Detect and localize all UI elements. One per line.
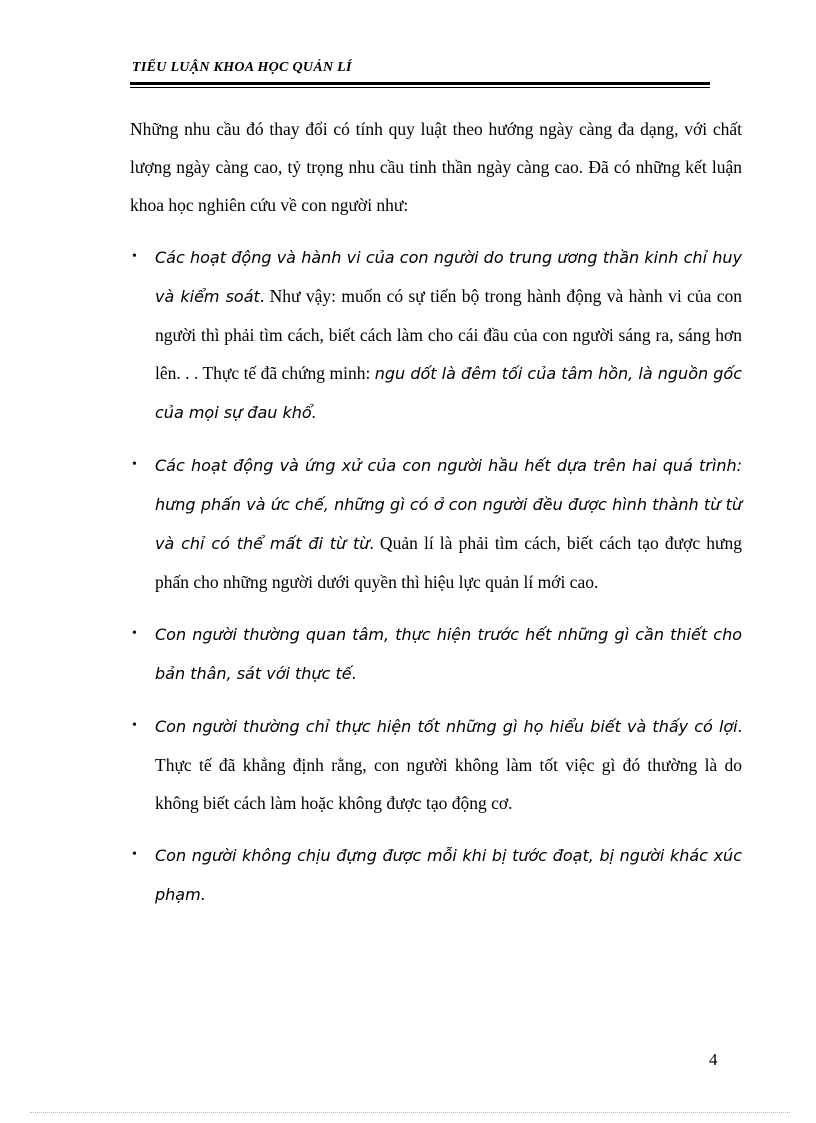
bullet-list: [130, 238, 742, 914]
header-rule-thin: [130, 87, 710, 88]
list-item: [130, 615, 742, 693]
header-rule-thick: [130, 82, 710, 85]
bullet-icon: •: [132, 249, 137, 264]
bullet-italic-text: Con người thường chỉ thực hiện tốt những gì họ hiểu biết và thấy có lợi: [155, 717, 738, 736]
page-bottom-dotted-border: [30, 1112, 790, 1113]
bullet-italic-text: Con người không chịu đựng được mỗi khi bị tước đoạt, bị người khác xúc phạm.: [155, 846, 742, 904]
list-item: [130, 707, 742, 822]
bullet-italic-text: Các hoạt động và ứng xử của con người hầu hết dựa trên hai quá trình: hưng phấn và ức chế, những gì có ở con người đều được hình thành từ từ và chỉ có thể mất đi từ từ: [155, 456, 742, 553]
bullet-italic-text: Con người thường quan tâm, thực hiện trước hết những gì cần thiết cho bản thân, sát với thực tế: [155, 625, 742, 683]
bullet-italic-text: Các hoạt động và hành vi của con người do trung ương thần kinh chỉ huy và kiểm soát: [155, 248, 742, 306]
page-number: 4: [709, 1050, 718, 1069]
bullet-normal-text: .: [351, 663, 356, 683]
bullet-icon: •: [132, 457, 137, 472]
bullet-normal-text: . Quản lí là phải tìm cách, biết cách tạo được hưng phấn cho những người dưới quyền thì hiệu lực quản lí mới cao.: [155, 533, 742, 592]
list-item: [130, 446, 742, 601]
list-item: [130, 238, 742, 432]
document-header-title: TIỂU LUẬN KHOA HỌC QUẢN LÍ: [132, 60, 352, 75]
bullet-icon: •: [132, 718, 137, 733]
bullet-normal-text: . Như vậy: muốn có sự tiến bộ trong hành động và hành vi của con người thì phải tìm cách, biết cách làm cho cái đầu của con người sáng ra, sáng hơn lên. . . Thực tế đã chứng minh:: [155, 286, 742, 383]
list-item: [130, 836, 742, 914]
bullet-icon: •: [132, 847, 137, 862]
intro-paragraph: Những nhu cầu đó thay đổi có tính quy luật theo hướng ngày càng đa dạng, với chất lượng ngày càng cao, tỷ trọng nhu cầu tinh thần ngày càng cao. Đã có những kết luận khoa học nghiên cứu về con người như:: [130, 119, 742, 215]
bullet-italic-end-text: ngu dốt là đêm tối của tâm hồn, là nguồn gốc của mọi sự đau khổ.: [155, 364, 742, 422]
page-content: [130, 110, 742, 928]
bullet-icon: •: [132, 626, 137, 641]
bullet-normal-text: . Thực tế đã khẳng định rằng, con người không làm tốt việc gì đó thường là do không biết cách làm hoặc không được tạo động cơ.: [155, 716, 742, 813]
